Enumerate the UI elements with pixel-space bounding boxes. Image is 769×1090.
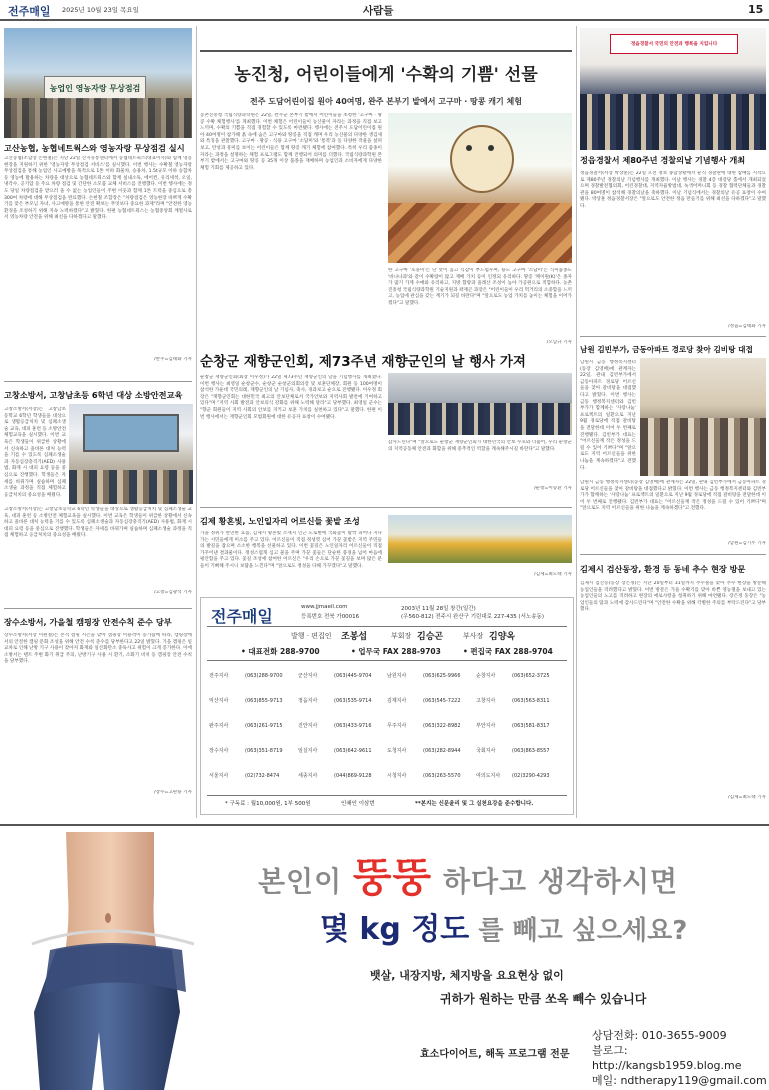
- ad-copy-1: 뱃살, 내장지방, 체지방을 요요현상 없이: [370, 969, 564, 982]
- ad-email: 메일: ndtherapy119@gmail.com: [592, 1074, 767, 1087]
- bureau-name: 세종지사: [298, 773, 318, 779]
- ad-line1-red: 뚱뚱: [352, 855, 433, 901]
- story-headline: 남원 김빈부가, 금동아파트 경로당 찾아 김비탕 대접: [580, 345, 753, 354]
- story-byline: /장수=고판용 기자: [154, 790, 192, 795]
- subscription-price: * 구독료 : 월10,000원, 1부 500원: [225, 801, 311, 807]
- bureau-phone: (063)581-8317: [512, 723, 550, 729]
- lead-byline: /오남규 기자: [546, 340, 572, 345]
- bureau-name: 임실지사: [298, 748, 318, 754]
- story-headline: 정읍경찰서 제80주년 경찰의날 기념행사 개최: [580, 155, 746, 165]
- bureau-name: 장수지사: [209, 748, 229, 754]
- veterans-body-cont: 감사드린다"며 "앞으로도 순창군 재향군인회가 대한민국의 안보 수호와 더불어, 우리 순창군의 지역공동체 안전과 화합을 위해 중추적인 역할을 계속해주시길 바란다"고 말했다.: [388, 440, 572, 452]
- bureau-name: 순창지사: [476, 673, 496, 679]
- bureau-phone: (063)545-7222: [423, 698, 461, 704]
- bureau-name: 남원지사: [387, 673, 407, 679]
- directory-row: [209, 689, 565, 714]
- story-body: 남원시 금동 행정복지센터(동장 김영배)에 관계자는 22일, 관내 김빈부가에서 금동아파트 경로당 어르신들을 찾아 갈비탕을 대접했다고 밝혔다. 이번 행사는 금동 행정복지센터와 김빈부가가 함께하는 '사랑나눔' 프로젝트의 일환으로 지난 9월 경로당에 직접 갈비탕을 전달한데 이어 두 번째로 진행됐다. 김빈부가 대표는 "어르신들께 작은 정성을 드릴 수 있어 기쁘다"며 "앞으로도 지역 어르신들을 위한 나눔을 계속하겠다"고 전했다.: [580, 360, 636, 471]
- bureau-phone: (063)535-9714: [334, 698, 372, 704]
- story-headline: 고창소방서, 고창남초등 6학년 대상 소방안전교육: [4, 390, 183, 400]
- publisher-name: 조봉섭: [341, 632, 368, 642]
- ad-line1-a: 본인이: [258, 865, 343, 898]
- divider: [580, 336, 766, 337]
- printer-name: 인쇄인 이삼번: [341, 801, 375, 807]
- ad-line2: [320, 904, 687, 948]
- bureau-phone: (063)263-5570: [423, 773, 461, 779]
- directory-row: [209, 739, 565, 764]
- page-number: 15: [748, 3, 764, 16]
- paper-name: 전주매일: [8, 5, 51, 18]
- story-body-cont: 남원시 금동 행정복지센터(동장 김영배)에 관계자는 22일, 관내 김빈부가에서 금동아파트 경로당 어르신들을 찾아 갈비탕을 대접했다고 밝혔다. 이번 행사는 금동 행정복지센터와 김빈부가가 함께하는 '사랑나눔' 프로젝트의 일환으로 지난 9월 경로당에 직접 갈비탕을 전달한데 이어 두 번째로 진행됐다. 김빈부가 대표는 "어르신들께 작은 정성을 드릴 수 있어 기쁘다"며 "앞으로도 지역 어르신들을 위한 나눔을 계속하겠다"고 전했다.: [580, 480, 766, 512]
- photo-banner-text: 정읍경찰서 국민의 안전과 행복을 지킵니다: [630, 42, 718, 47]
- bureau-phone: (063)625-9966: [423, 673, 461, 679]
- masthead-title: 전주매일: [211, 607, 273, 626]
- bureau-phone: (063)445-9704: [334, 673, 372, 679]
- column-rule: [576, 26, 577, 818]
- story-byline: /정읍=김태화 기자: [728, 324, 766, 329]
- police-ceremony-photo: [580, 28, 766, 150]
- story-body: 고창소방서(서장)는 고창남초등학교 6학년 학생들을 대상으로 생활응급처치 및 심폐소생술 교육, 대피 훈련 등 소방안전 체험교육을 실시했다. 이번 교육은 학생들이 위급한 상황에서 신속하고 올바른 대처 능력을 기를 수 있도록 심폐소생술과 자동심장충격기(AED) 사용법, 화재 시 대피 요령 등을 중심으로 진행했다. 학생들은 자세를 바꿔가며 실습하며 심폐소생술 과정을 직접 체험하고 응급처치의 중요성을 배웠다.: [4, 407, 66, 498]
- story-headline: 장수소방서, 가을철 캠핑장 안전수칙 준수 당부: [4, 617, 172, 627]
- masthead-registration: 등록번호 전북 가00016: [301, 614, 360, 620]
- ad-brand: 효소다이어트, 해독 프로그램 전문: [420, 1049, 570, 1060]
- divider: [4, 381, 192, 382]
- ad-top-rule: [0, 824, 769, 826]
- bureau-phone: (063)855-9713: [245, 698, 283, 704]
- model-figure-illustration: [4, 832, 234, 1090]
- bureau-name: 진안지사: [298, 723, 318, 729]
- bureau-name: 김제지사: [387, 698, 407, 704]
- lead-top-rule: [200, 50, 572, 52]
- photo-banner-text: 농업인 영농자랑 무상점검: [49, 83, 141, 93]
- lead-body-cont: 한 고구마 '호풍미'는 단 맛이 높고 식감이 부드럽우며, 용도 고구마 '소담미'는 식미품종도 '바나나과'와 같이 수확량이 많고 재배 가치 등이 인정되 유리하다. 땅콩 '케이원(K)'은 종자가 많기 가계 수매와 유리하고, 지방 함량과 올레산 조성이 높아 가공원으로 적합하다. 농촌진흥청 국립식량과학원 기술지원과 곽재곤 과장은 "어린이들이 우리 먹거리의 소중함을 느끼고, 농업에 관심을 갖는 계기가 되길 바란다"며 "앞으로도 농업 가치를 높이는 체험을 이어가겠다"고 말했다.: [388, 268, 572, 306]
- lead-body: 농촌진흥청 국립식량과학원은 22일, 완주군 본부기 밭에서 어린이들을 초청한 '고구마 · 땅콩 수확 체험행사'를 개최했다. 이번 체험은 어린이들이 농산물이 자라는 과정을 직접 보고 느끼며, 수확의 기쁨을 직접 경험할 수 있도록 마련됐다. 행사에는 전주시 도담어린이집 원아 40여명이 참가해 흙 속에 숨은 고구마와 땅콩을 직접 캐며 우리 농산물의 다양한 생김새와 특징을 관찰했다. 고구마 · 땅콩 · 식용 고구마 '소담미'와 '통복'과 등 다양한 작물을 살펴보고, 탄성과 흥미를 보이는 어린이들은 함께 땅콩 캐기 체험에 참여했다. 특히 우리 품종이 자라는 과정을 설명하는 체험 프로그램도 함께 진행되어 의미를 더했다. 국립식량과학원 본부기 밭에서는 고구마와 땅콩 등 35개 이상 품종을 재배하며 농업인과 소비자에게 다양한 체험 기회를 제공하고 있다.: [200, 113, 382, 171]
- ad-line2-b: 를 빼고 싶으세요?: [478, 916, 688, 946]
- issue-date: 2025년 10월 23일 목요일: [62, 6, 139, 14]
- vp-name: 김승곤: [417, 632, 444, 642]
- ad-line1: [258, 846, 678, 903]
- story-body: 정읍경찰서(서장 박상훈)는 22일 오전 정보 종합상황에서 순직 경찰관에 대한 참배를 시작으로 제80주년 경찰의날 기념행사를 개최했다. 이날 행사는 경찰 4층 대강당 홀에서 개최되었으며 경찰발전협의회, 어린경찰대, 지역자율방범대, 녹색어머니회 등 경찰 협력단체들과 경찰관을 80여명이 참석해 경찰의날을 축하했다. 이날 기념식에서는 경찰의날 유공 표창이 수여됐다. 박상훈 정읍경찰서장은 "앞으로도 안전한 정읍 만들기를 위해 최선을 다하겠다"고 말했다.: [580, 171, 766, 209]
- story-body: 장수소방서(서장 이원철)는 본격 캠핑 시즌을 맞아 캠핑장 이용객이 증가함에 따라, 캠핑장에서의 안전한 캠핑 문화 조성을 위해 안전 수칙 준수를 당부한다고 22일 밝혔다. 가을 캠핑은 일교차로 인해 난방 기구 사용이 잦아져 화재와 일산화탄소 중독사고 위험이 크게 증가한다. 이에 소방서는 텐트 주변 화기 취급 주의, 난방기구 사용 시 환기, 소화기 비치 등 캠핑장 안전 수칙을 당부했다.: [4, 633, 192, 665]
- ethics-note: **본지는 신문윤리 및 그 실천요강을 준수합니다.: [415, 801, 534, 807]
- bureau-name: 군산지사: [298, 673, 318, 679]
- story-body: 고산농협(조합장 손현철)은 지난 22일 산지유통센터에서 농협네트웍스(대표이사)와 함께 영농현장을 지원하기 위한 '영농자랑 무상점검 서비스'를 실시했다. 이번 행사는 수확철 영농자랑 무상점검을 통해 농업인 사고예방을 목적으로 1톤 이하 화물차, 승용차, 1.5t규모 이하 승합차 등 영농에 활용하는 차량을 대상으로 농협네트웍스와 함께 실내소독, 에어컨, 유리세척, 오일, 냉각수, 공기압 등 주요 차량 점검 및 간단한 소모품 교체 서비스를 진행했다. 이번 행사에는 정도 당일 차량점검을 받으러 올 수 없는 농업인들이 주변 이웃과 함께 1톤 트럭을 중심으로 총 300여 차량에 대해 무상점검을 완료했다. 손현철 조합장은 "차량점검은 영농현장 바쁘게 수확기를 맞은 부모님 자녀, 사고예방을 통한 안전 확보는 무엇보다 중요한 과제"라며 "안전한 영농환경을 조성하기 위해 지속 노력하겠다"고 밝혔다. 한편 농협네트웍스는 농협중앙회 계열사로서 영농차량 안전을 위해 최선을 다하겠다고 말했다.: [4, 156, 192, 221]
- ad-line1-b: 하다고 생각하시면: [442, 865, 679, 898]
- story-byline: /완주=김태화 기자: [154, 357, 192, 362]
- bureau-name: 국회지사: [476, 748, 496, 754]
- bureau-phone: (063)563-8311: [512, 698, 550, 704]
- bureau-phone: (063)288-9700: [245, 673, 283, 679]
- header-rule: [0, 19, 769, 21]
- bureau-name: 완주지사: [209, 723, 229, 729]
- ad-contact: [592, 1028, 769, 1088]
- fax-business: • 업무국 FAX 288-9703: [351, 647, 441, 656]
- president-label: 부사장: [463, 632, 484, 640]
- ad-blog: 블로그: http://kangsb1959.blog.me: [592, 1044, 742, 1072]
- bureau-name: 정읍지사: [298, 698, 318, 704]
- divider: [4, 608, 192, 609]
- publisher-label: 발행 · 편집인: [291, 632, 332, 640]
- bureau-name: 도청지사: [387, 748, 407, 754]
- flower-road-photo: [388, 515, 572, 563]
- bureau-name: 부안지사: [476, 723, 496, 729]
- masthead-founded: 2003년 11월 28일 창간(일간): [401, 606, 476, 612]
- veterans-headline: 순창군 재향군인회, 제73주년 재향군인의 날 행사 가져: [200, 354, 526, 370]
- tel-rep: • 대표전화 288-9700: [241, 647, 320, 656]
- story-headline: 고산농협, 농협네트웍스와 영농자랑 무상점검 실시: [4, 143, 185, 153]
- bureau-name: 시청지사: [387, 773, 407, 779]
- story-byline: /고창=김광석 기자: [154, 590, 192, 595]
- classroom-photo: [69, 404, 193, 504]
- ad-phone: 상담전화: 010-3655-9009: [592, 1029, 727, 1042]
- diet-advertisement: [0, 832, 769, 1090]
- bureau-name: 익산지사: [209, 698, 229, 704]
- story-body: 가을 정취가 완연한 요즘, 김제시 황혼빛 소재지 인근 도로변에 국화꽃이 활짝 피어나 지나가는 시민들에게 미소를 주고 있다. 어르신들이 직접 정성껏 심어 가꾼 꽃밭은 지역 주민들의 발길을 잡으며 소소한 행복을 선물하고 있다. 이번 꽃길은 노인일자리 어르신들이 직접 가꾸어낸 결과물이다. 정성스럽게 심고 물을 주며 가꾼 꽃들은 단순한 풍경을 넘어 마음에 평안함을 주고 있다. 꽃길 조성에 참여한 어르신은 "우리 손으로 가꾼 꽃길을 보며 많은 분들이 기뻐해 주시니 보람을 느낀다"며 "앞으로도 정성을 다해 가꾸겠다"고 말했다.: [200, 531, 382, 569]
- bureau-phone: (063)322-8982: [423, 723, 461, 729]
- bureau-name: 여의도지사: [476, 773, 501, 779]
- bureau-phone: (063)642-9611: [334, 748, 372, 754]
- bureau-name: 고창지사: [476, 698, 496, 704]
- column-rule: [196, 26, 197, 818]
- story-body: 김제시 검산동(동장 장은정)은 지난 20일부터 31일까지 추수철을 맞아 추수 현장을 방문해 농업인들을 격려했다고 밝혔다. 이번 방문은 가을 수확기를 맞아 바쁜 영농철을 보내고 있는 농업인들의 노고를 격려하고 현장의 애로사항을 청취하기 위해 마련됐다. 장은정 동장은 "농업인들의 땀과 노력에 감사드린다"며 "안전한 수확을 위해 각별한 주의를 부탁드린다"고 당부했다.: [580, 581, 766, 613]
- bureau-phone: (063)351-8719: [245, 748, 283, 754]
- children-harvest-photo: [388, 113, 572, 263]
- masthead-box: [200, 597, 574, 815]
- story-byline: /김제=최노태 기자: [534, 572, 572, 577]
- veterans-ceremony-photo: [388, 373, 572, 435]
- bureau-phone: (02)3290-4293: [512, 773, 550, 779]
- story-byline: /김제=최노태 기자: [728, 795, 766, 800]
- veterans-body: 순창군 재향군인회(회장 이우정)가 22일 제73주년 재향군인의 날을 기념행사를 개최했다. 이번 행사는 최영일 순창군수, 순창군 순창군의회의장 및 보훈단체장, 회원 등 100여명이 참석한 가운데 국민의례, 재향군인의 날 기념사, 축사, 경과보고 순으로 진행됐다. 이우정 회장은 "재향군인회는 대한민국 최고의 안보단체로서 국가안보와 지역사회 발전에 기여하고 있다"며 "지역 사회 발전과 안보의식 강화를 위해 노력해 달라"고 당부했다. 최영일 군수는 "향군 회원들이 지역 사회의 안보를 지키고 보훈 가치를 실천하고 있다"고 말했다. 한편 이번 행사에서는 재향군인회 모범회원에 대한 유공자 표창이 수여됐다.: [200, 375, 382, 420]
- bureau-name: 무주지사: [387, 723, 407, 729]
- divider: [580, 554, 766, 555]
- bureau-phone: (063)652-3725: [512, 673, 550, 679]
- story-headline: 김제 황혼빛, 노인일자리 어르신들 꽃밭 조성: [200, 516, 360, 526]
- fax-news: • 편집국 FAX 288-9704: [463, 647, 553, 656]
- bureau-phone: (063)282-8944: [423, 748, 461, 754]
- ad-line2-navy: 몇 kg 정도: [320, 912, 470, 947]
- story-body-cont: 고창소방서(서장)는 고창남초등학교 6학년 학생들을 대상으로 생활응급처치 및 심폐소생술 교육, 대피 훈련 등 소방안전 체험교육을 실시했다. 이번 교육은 학생들이 위급한 상황에서 신속하고 올바른 대처 능력을 기를 수 있도록 심폐소생술과 자동심장충격기(AED) 사용법, 화재 시 대피 요령 등을 중심으로 진행했다. 학생들은 자세를 바꿔가며 실습하며 심폐소생술 과정을 직접 체험하고 응급처치의 중요성을 배웠다.: [4, 507, 192, 539]
- story-byline: /남원=김기두 기자: [728, 541, 766, 546]
- bureau-phone: (063)863-8557: [512, 748, 550, 754]
- masthead-address: (우560-812) 전주시 완산구 기린대로 227-435 (서노송동): [401, 614, 544, 620]
- bureau-name: 서울지사: [209, 773, 229, 779]
- veterans-byline: /순창=이승환 기자: [534, 486, 572, 491]
- masthead-website: www.jjmaeil.com: [301, 604, 348, 610]
- directory-row: [209, 664, 565, 689]
- lead-headline: 농진청, 어린이들에게 '수확의 기쁨' 선물: [234, 65, 538, 85]
- lead-subheadline: 전주 도담어린이집 원아 40여명, 완주 본부기 밭에서 고구마 · 땅콩 캐기 체험: [250, 97, 522, 106]
- president-name: 김양옥: [489, 632, 516, 642]
- ad-copy-2: 귀하가 원하는 만큼 쏘옥 빼수 있습니다: [440, 992, 647, 1006]
- bureau-phone: (044)869-9128: [334, 773, 372, 779]
- bureau-phone: (063)433-9716: [334, 723, 372, 729]
- directory-row: [209, 714, 565, 739]
- bureau-name: 전주지사: [209, 673, 229, 679]
- bureau-phone: (02)732-8474: [245, 773, 280, 779]
- section-title: 사람들: [363, 5, 394, 17]
- seniors-meal-photo: [640, 358, 766, 476]
- bureau-directory: [209, 664, 565, 789]
- farmers-vehicle-check-photo: [4, 28, 192, 138]
- vp-label: 부회장: [391, 632, 412, 640]
- divider: [200, 507, 572, 508]
- bureau-phone: (063)261-9715: [245, 723, 283, 729]
- story-headline: 김제시 검산동장, 환경 등 동네 추수 현장 방문: [580, 564, 746, 574]
- directory-row: [209, 764, 565, 789]
